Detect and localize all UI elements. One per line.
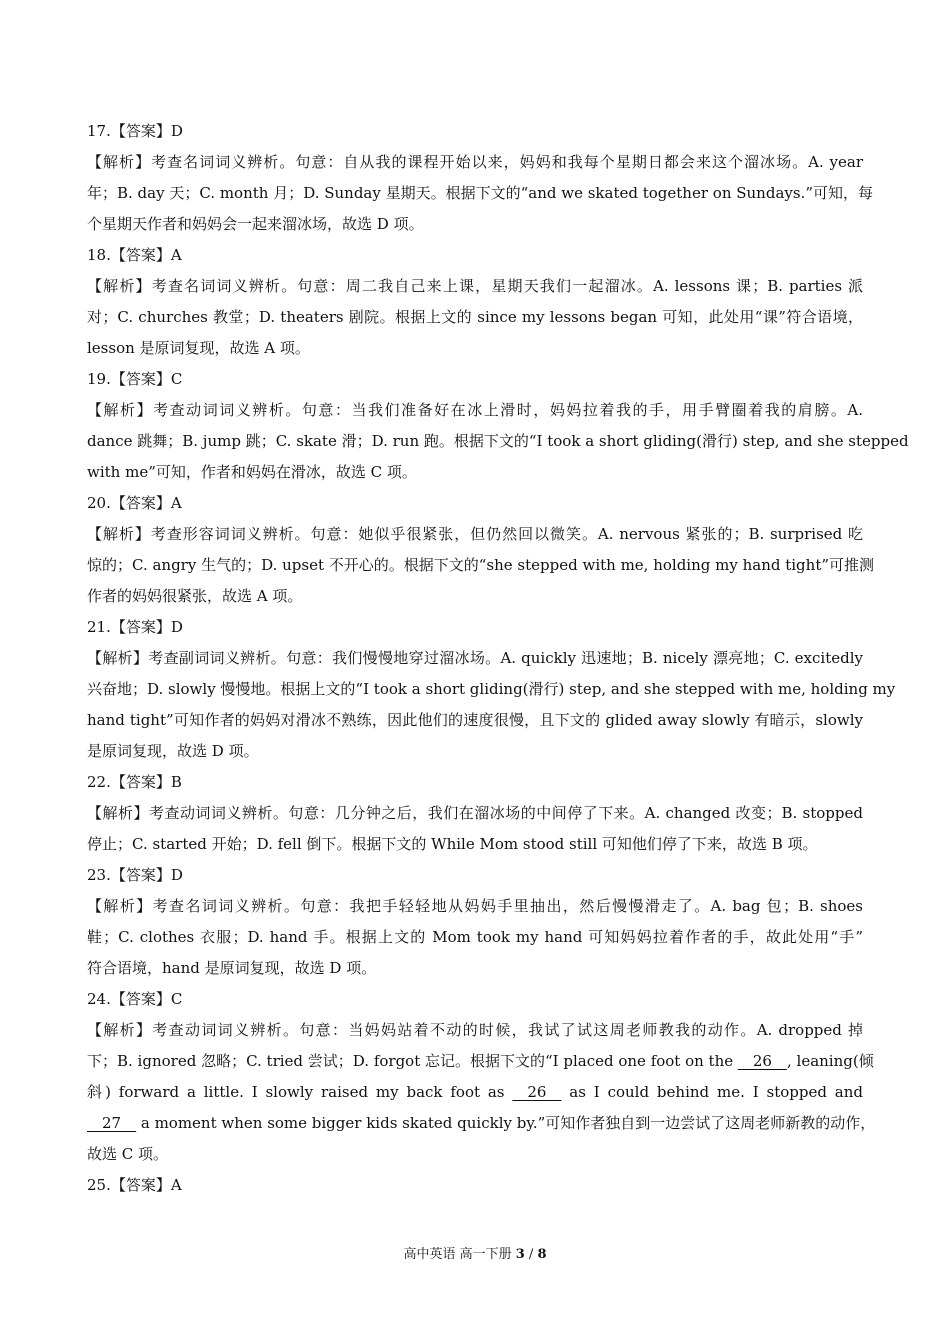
text-line: 18.【答案】A bbox=[87, 246, 182, 264]
text-line: hand tight”可知作者的妈妈对滑冰不熟练，因此他们的速度很慢，且下文的 glided away slowly 有暗示，slowly bbox=[87, 711, 863, 729]
text-line: 【解析】考查名词词义辨析。句意：周二我自己来上课，星期天我们一起溜冰。A. lessons 课；B. parties 派 bbox=[87, 277, 863, 295]
answer-explanations bbox=[87, 116, 909, 1201]
text-line: 【解析】考查动词词义辨析。句意：当我们准备好在冰上滑时，妈妈拉着我的手，用手臂圈着我的肩膀。A. bbox=[87, 401, 863, 419]
text-line: 20.【答案】A bbox=[87, 494, 182, 512]
text-line: 故选 C 项。 bbox=[87, 1145, 169, 1163]
text-line: 符合语境，hand 是原词复现，故选 D 项。 bbox=[87, 959, 377, 977]
text-line: 个星期天作者和妈妈会一起来溜冰场，故选 D 项。 bbox=[87, 215, 424, 233]
text-line: 17.【答案】D bbox=[87, 122, 183, 140]
text-line: 19.【答案】C bbox=[87, 370, 183, 388]
text-line: 22.【答案】B bbox=[87, 773, 182, 791]
text-block-end bbox=[87, 1139, 863, 1201]
text-block-top bbox=[87, 116, 909, 1046]
page-total: 8 bbox=[537, 1247, 547, 1262]
text-line: 【解析】考查动词词义辨析。句意：当妈妈站着不动的时候，我试了试这周老师教我的动作。A. dropped 掉 bbox=[87, 1021, 863, 1039]
text-line: 是原词复现，故选 D 项。 bbox=[87, 742, 259, 760]
footer-subject: 高中英语 高一下册 bbox=[403, 1247, 516, 1262]
text-line: 【解析】考查形容词词义辨析。句意：她似乎很紧张，但仍然回以微笑。A. nervous 紧张的；B. surprised 吃 bbox=[87, 525, 863, 543]
text-line: 21.【答案】D bbox=[87, 618, 183, 636]
text-line: 23.【答案】D bbox=[87, 866, 183, 884]
page-footer: 高中英语 高一下册 3 / 8 bbox=[403, 1247, 547, 1262]
text-line: 惊的；C. angry 生气的；D. upset 不开心的。根据下文的“she stepped with me, holding my hand tight”可推测 bbox=[87, 556, 875, 574]
text-line: 停止；C. started 开始；D. fell 倒下。根据下文的 While Mom stood still 可知他们停了下来，故选 B 项。 bbox=[87, 835, 818, 853]
text-line: 24.【答案】C bbox=[87, 990, 183, 1008]
text-line: 鞋；C. clothes 衣服；D. hand 手。根据上文的 Mom took my hand 可知妈妈拉着作者的手，故此处用“手” bbox=[87, 928, 863, 946]
page-number: 3 bbox=[515, 1247, 525, 1262]
text-line: dance 跳舞；B. jump 跳；C. skate 滑；D. run 跑。根据下文的“I took a short gliding(滑行) step, and she stepped bbox=[87, 432, 909, 450]
blank-27: __27__ bbox=[87, 1114, 137, 1132]
blank-26: __26__ bbox=[512, 1083, 562, 1101]
text-line: 下；B. ignored 忽略；C. tried 尝试；D. forgot 忘记。根据下文的“I placed one foot on the __26__, leaning(倾 bbox=[87, 1046, 863, 1077]
text-line: 【解析】考查名词词义辨析。句意：自从我的课程开始以来，妈妈和我每个星期日都会来这个溜冰场。A. year bbox=[87, 153, 863, 171]
text-line: __27__ a moment when some bigger kids skated quickly by.”可知作者独自到一边尝试了这周老师新教的动作， bbox=[87, 1108, 863, 1139]
text-line: 作者的妈妈很紧张，故选 A 项。 bbox=[87, 587, 303, 605]
blank-26: __26__ bbox=[737, 1052, 787, 1070]
text-line: 25.【答案】A bbox=[87, 1176, 182, 1194]
text-line: 【解析】考查副词词义辨析。句意：我们慢慢地穿过溜冰场。A. quickly 迅速地；B. nicely 漂亮地；C. excitedly bbox=[87, 649, 863, 667]
text-line: 斜) forward a little. I slowly raised my back foot as __26__ as I could behind me. I stopped and bbox=[87, 1077, 863, 1108]
text-line: 【解析】考查动词词义辨析。句意：几分钟之后，我们在溜冰场的中间停了下来。A. changed 改变；B. stopped bbox=[87, 804, 863, 822]
text-line: 年；B. day 天；C. month 月；D. Sunday 星期天。根据下文的“and we skated together on Sundays.”可知，每 bbox=[87, 184, 873, 202]
text-line: 对；C. churches 教堂；D. theaters 剧院。根据上文的 since my lessons began 可知，此处用“课”符合语境， bbox=[87, 308, 863, 326]
text-line: lesson 是原词复现，故选 A 项。 bbox=[87, 339, 310, 357]
text-line: 兴奋地；D. slowly 慢慢地。根据上文的“I took a short gliding(滑行) step, and she stepped with me, holding my bbox=[87, 680, 896, 698]
text-line: with me”可知，作者和妈妈在滑冰，故选 C 项。 bbox=[87, 463, 417, 481]
text-line: 【解析】考查名词词义辨析。句意：我把手轻轻地从妈妈手里抽出，然后慢慢滑走了。A. bag 包；B. shoes bbox=[87, 897, 863, 915]
